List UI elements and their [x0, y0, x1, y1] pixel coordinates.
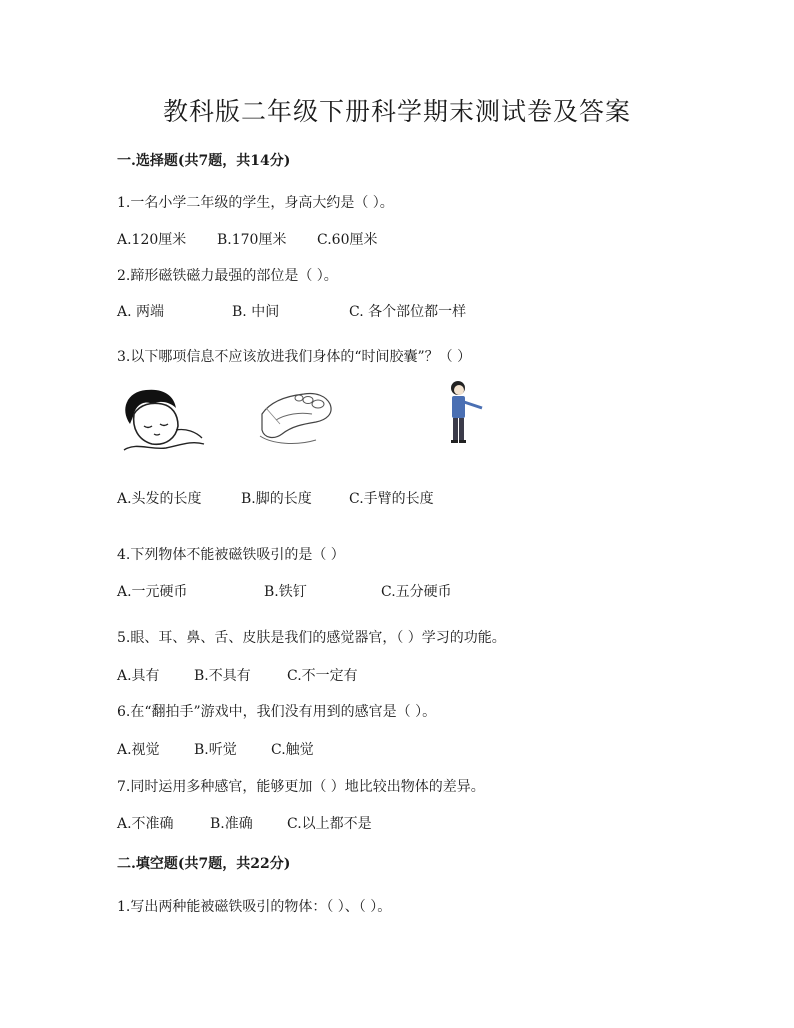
q6-option-c: C.触觉: [271, 742, 314, 758]
q3-option-c: C.手臂的长度: [349, 491, 434, 507]
q5-option-b: B.不具有: [194, 668, 251, 684]
q5-option-c: C.不一定有: [287, 668, 358, 684]
sleeping-child-image: [116, 384, 208, 454]
page-title: 教科版二年级下册科学期末测试卷及答案: [162, 97, 631, 126]
question-5: 5.眼、耳、鼻、舌、皮肤是我们的感觉器官，（ ）学习的功能。: [117, 630, 506, 646]
question-7: 7.同时运用多种感官，能够更加（ ）地比较出物体的差异。: [117, 779, 485, 795]
question-2: 2.蹄形磁铁磁力最强的部位是（ ）。: [117, 268, 338, 284]
question-6: 6.在“翻拍手”游戏中，我们没有用到的感官是（ ）。: [117, 704, 437, 720]
q3-option-b: B.脚的长度: [241, 491, 312, 507]
q1-option-b: B.170厘米: [217, 232, 287, 248]
q6-option-b: B.听觉: [194, 742, 237, 758]
section-heading-fill: 二.填空题(共7题，共22分): [117, 856, 291, 872]
question-4: 4.下列物体不能被磁铁吸引的是（ ）: [117, 547, 345, 563]
foot-image: [256, 384, 336, 450]
q1-option-c: C.60厘米: [317, 232, 378, 248]
q4-option-c: C.五分硬币: [381, 584, 452, 600]
q3-option-a: A.头发的长度: [117, 491, 202, 507]
q6-option-a: A.视觉: [117, 742, 160, 758]
standing-child-image: [442, 378, 488, 448]
question-3: 3.以下哪项信息不应该放进我们身体的“时间胶囊”？（ ）: [117, 349, 472, 365]
section-heading-choice: 一.选择题(共7题，共14分): [117, 153, 291, 169]
q7-option-b: B.准确: [210, 816, 253, 832]
q5-option-a: A.具有: [117, 668, 160, 684]
q2-option-b: B. 中间: [232, 304, 280, 320]
q1-option-a: A.120厘米: [117, 232, 187, 248]
q4-option-a: A.一元硬币: [117, 584, 188, 600]
fill-question-1: 1.写出两种能被磁铁吸引的物体：（ ）、（ ）。: [117, 899, 392, 915]
q2-option-c: C. 各个部位都一样: [349, 304, 467, 320]
q7-option-c: C.以上都不是: [287, 816, 372, 832]
q2-option-a: A. 两端: [117, 304, 165, 320]
question-1: 1.一名小学二年级的学生，身高大约是（ ）。: [117, 195, 394, 211]
q7-option-a: A.不准确: [117, 816, 174, 832]
q4-option-b: B.铁钉: [264, 584, 307, 600]
